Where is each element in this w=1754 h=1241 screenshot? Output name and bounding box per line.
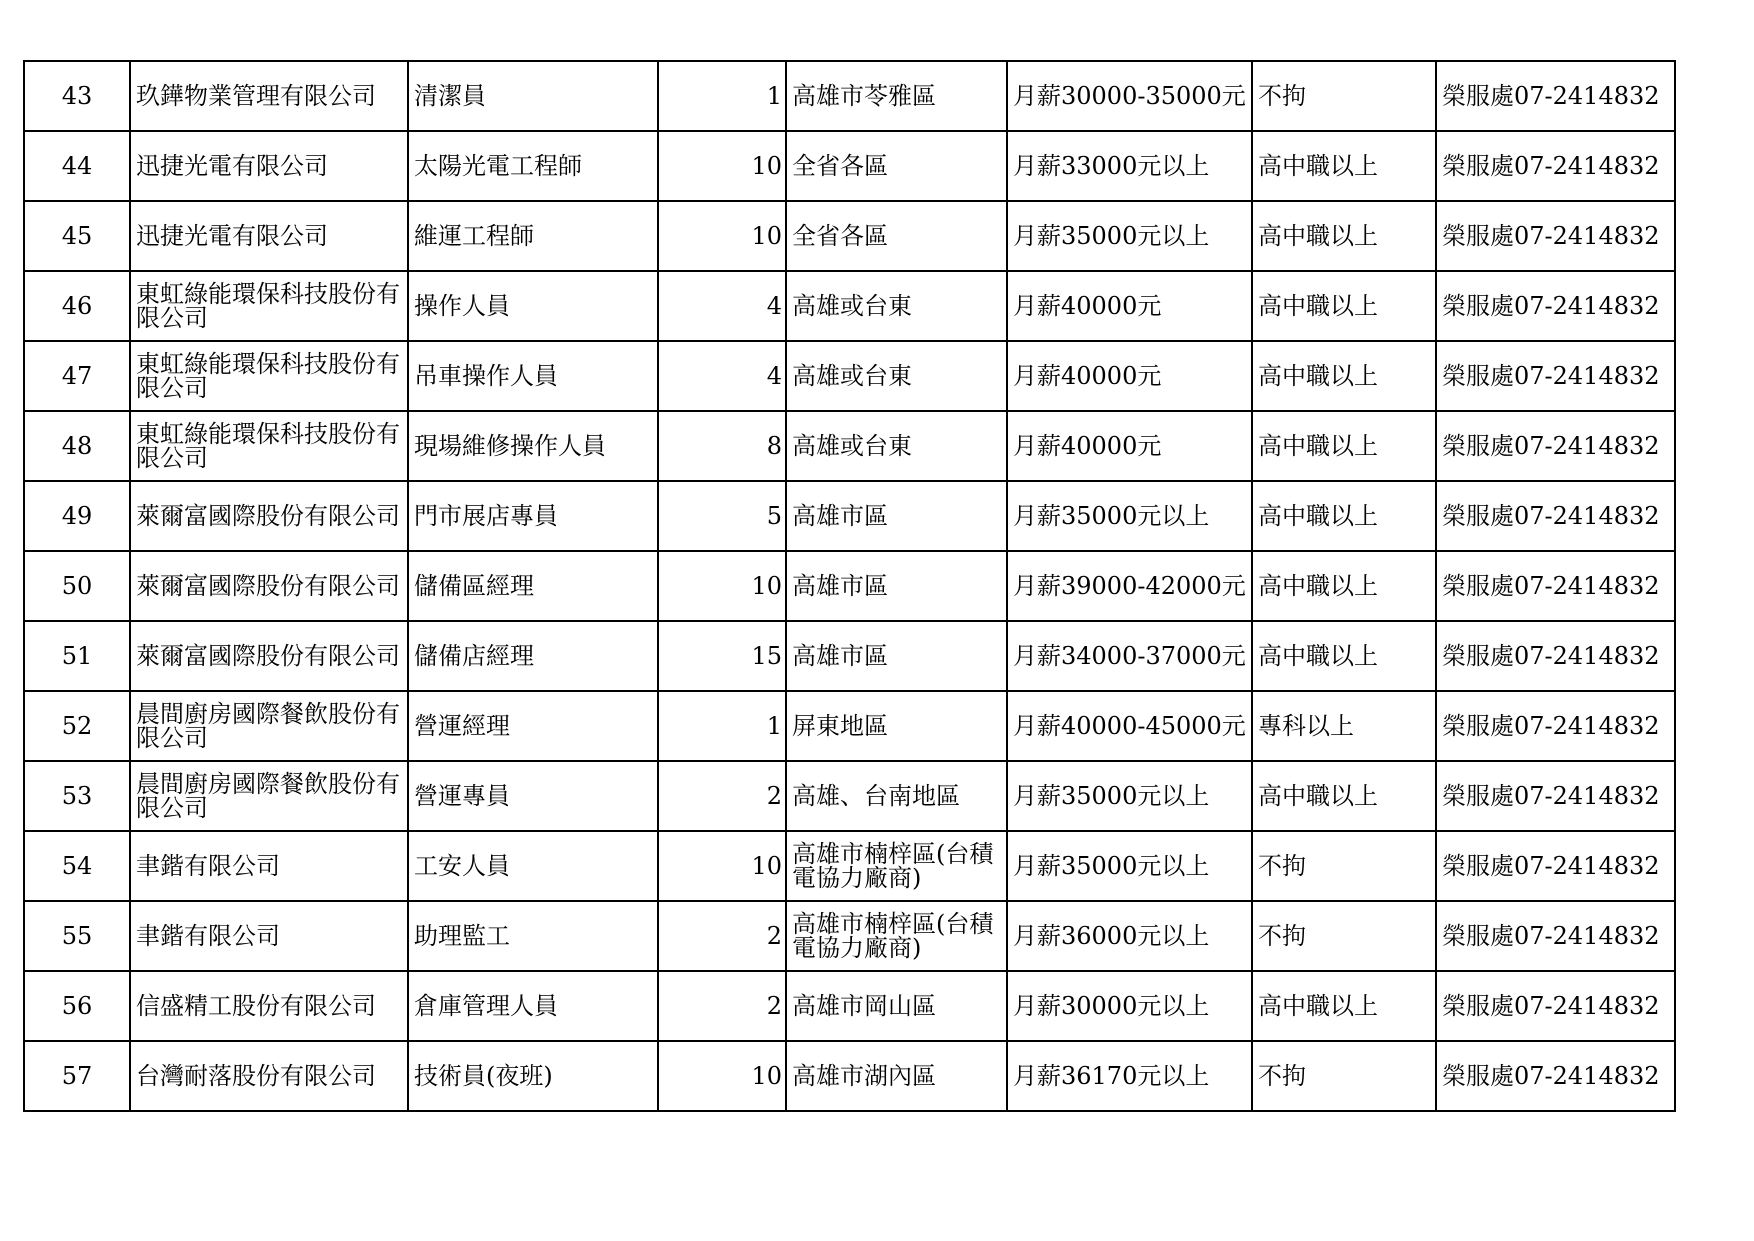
contact-info: 榮服處07-2414832 (1436, 201, 1675, 271)
table-row (24, 131, 1675, 201)
work-location: 高雄市湖內區 (786, 1041, 1007, 1111)
row-number: 53 (24, 761, 130, 831)
job-title: 倉庫管理人員 (408, 971, 658, 1041)
openings-count: 2 (658, 901, 786, 971)
table-row (24, 831, 1675, 901)
openings-count: 2 (658, 971, 786, 1041)
openings-count: 4 (658, 341, 786, 411)
salary: 月薪39000-42000元 (1007, 551, 1252, 621)
work-location: 屏東地區 (786, 691, 1007, 761)
job-title: 營運專員 (408, 761, 658, 831)
salary: 月薪36170元以上 (1007, 1041, 1252, 1111)
job-title: 太陽光電工程師 (408, 131, 658, 201)
contact-info: 榮服處07-2414832 (1436, 971, 1675, 1041)
table-row (24, 61, 1675, 131)
table-row (24, 201, 1675, 271)
company-name: 東虹綠能環保科技股份有限公司 (130, 341, 408, 411)
education-requirement: 高中職以上 (1252, 551, 1436, 621)
company-name: 玖鏵物業管理有限公司 (130, 61, 408, 131)
job-title: 清潔員 (408, 61, 658, 131)
education-requirement: 高中職以上 (1252, 201, 1436, 271)
job-title: 操作人員 (408, 271, 658, 341)
row-number: 49 (24, 481, 130, 551)
salary: 月薪35000元以上 (1007, 761, 1252, 831)
salary: 月薪34000-37000元 (1007, 621, 1252, 691)
salary: 月薪40000元 (1007, 411, 1252, 481)
contact-info: 榮服處07-2414832 (1436, 901, 1675, 971)
openings-count: 10 (658, 831, 786, 901)
table-row (24, 411, 1675, 481)
work-location: 高雄或台東 (786, 411, 1007, 481)
salary: 月薪40000元 (1007, 271, 1252, 341)
job-title: 吊車操作人員 (408, 341, 658, 411)
work-location: 高雄市楠梓區(台積電協力廠商) (786, 831, 1007, 901)
row-number: 57 (24, 1041, 130, 1111)
education-requirement: 不拘 (1252, 61, 1436, 131)
company-name: 東虹綠能環保科技股份有限公司 (130, 271, 408, 341)
row-number: 44 (24, 131, 130, 201)
education-requirement: 高中職以上 (1252, 971, 1436, 1041)
openings-count: 2 (658, 761, 786, 831)
openings-count: 10 (658, 131, 786, 201)
company-name: 聿鍇有限公司 (130, 901, 408, 971)
company-name: 聿鍇有限公司 (130, 831, 408, 901)
row-number: 55 (24, 901, 130, 971)
company-name: 東虹綠能環保科技股份有限公司 (130, 411, 408, 481)
row-number: 54 (24, 831, 130, 901)
job-title: 維運工程師 (408, 201, 658, 271)
table-row (24, 691, 1675, 761)
work-location: 高雄、台南地區 (786, 761, 1007, 831)
table-row (24, 551, 1675, 621)
contact-info: 榮服處07-2414832 (1436, 551, 1675, 621)
company-name: 萊爾富國際股份有限公司 (130, 481, 408, 551)
contact-info: 榮服處07-2414832 (1436, 61, 1675, 131)
contact-info: 榮服處07-2414832 (1436, 481, 1675, 551)
salary: 月薪36000元以上 (1007, 901, 1252, 971)
education-requirement: 高中職以上 (1252, 271, 1436, 341)
education-requirement: 不拘 (1252, 831, 1436, 901)
education-requirement: 高中職以上 (1252, 621, 1436, 691)
salary: 月薪35000元以上 (1007, 201, 1252, 271)
education-requirement: 高中職以上 (1252, 131, 1436, 201)
work-location: 高雄市楠梓區(台積電協力廠商) (786, 901, 1007, 971)
company-name: 萊爾富國際股份有限公司 (130, 621, 408, 691)
row-number: 45 (24, 201, 130, 271)
openings-count: 10 (658, 201, 786, 271)
row-number: 48 (24, 411, 130, 481)
job-listings-table (23, 60, 1676, 1112)
education-requirement: 不拘 (1252, 1041, 1436, 1111)
row-number: 47 (24, 341, 130, 411)
contact-info: 榮服處07-2414832 (1436, 131, 1675, 201)
salary: 月薪30000元以上 (1007, 971, 1252, 1041)
work-location: 高雄市區 (786, 551, 1007, 621)
job-title: 儲備店經理 (408, 621, 658, 691)
education-requirement: 不拘 (1252, 901, 1436, 971)
row-number: 50 (24, 551, 130, 621)
salary: 月薪30000-35000元 (1007, 61, 1252, 131)
work-location: 高雄市岡山區 (786, 971, 1007, 1041)
salary: 月薪33000元以上 (1007, 131, 1252, 201)
openings-count: 5 (658, 481, 786, 551)
salary: 月薪40000-45000元 (1007, 691, 1252, 761)
row-number: 43 (24, 61, 130, 131)
company-name: 晨間廚房國際餐飲股份有限公司 (130, 761, 408, 831)
row-number: 51 (24, 621, 130, 691)
row-number: 56 (24, 971, 130, 1041)
contact-info: 榮服處07-2414832 (1436, 761, 1675, 831)
education-requirement: 專科以上 (1252, 691, 1436, 761)
education-requirement: 高中職以上 (1252, 761, 1436, 831)
openings-count: 10 (658, 1041, 786, 1111)
contact-info: 榮服處07-2414832 (1436, 411, 1675, 481)
education-requirement: 高中職以上 (1252, 411, 1436, 481)
work-location: 全省各區 (786, 131, 1007, 201)
job-title: 助理監工 (408, 901, 658, 971)
work-location: 高雄市苓雅區 (786, 61, 1007, 131)
contact-info: 榮服處07-2414832 (1436, 1041, 1675, 1111)
work-location: 高雄或台東 (786, 341, 1007, 411)
salary: 月薪35000元以上 (1007, 831, 1252, 901)
row-number: 52 (24, 691, 130, 761)
table-row (24, 621, 1675, 691)
openings-count: 15 (658, 621, 786, 691)
job-title: 工安人員 (408, 831, 658, 901)
job-title: 門市展店專員 (408, 481, 658, 551)
company-name: 迅捷光電有限公司 (130, 131, 408, 201)
education-requirement: 高中職以上 (1252, 341, 1436, 411)
company-name: 迅捷光電有限公司 (130, 201, 408, 271)
contact-info: 榮服處07-2414832 (1436, 831, 1675, 901)
openings-count: 1 (658, 691, 786, 761)
job-title: 儲備區經理 (408, 551, 658, 621)
contact-info: 榮服處07-2414832 (1436, 691, 1675, 761)
table-row (24, 341, 1675, 411)
contact-info: 榮服處07-2414832 (1436, 341, 1675, 411)
job-title: 現場維修操作人員 (408, 411, 658, 481)
education-requirement: 高中職以上 (1252, 481, 1436, 551)
salary: 月薪35000元以上 (1007, 481, 1252, 551)
openings-count: 4 (658, 271, 786, 341)
table-row (24, 901, 1675, 971)
job-title: 技術員(夜班) (408, 1041, 658, 1111)
contact-info: 榮服處07-2414832 (1436, 271, 1675, 341)
company-name: 晨間廚房國際餐飲股份有限公司 (130, 691, 408, 761)
company-name: 台灣耐落股份有限公司 (130, 1041, 408, 1111)
table-row (24, 271, 1675, 341)
work-location: 高雄市區 (786, 481, 1007, 551)
table-row (24, 481, 1675, 551)
company-name: 信盛精工股份有限公司 (130, 971, 408, 1041)
work-location: 高雄市區 (786, 621, 1007, 691)
job-title: 營運經理 (408, 691, 658, 761)
company-name: 萊爾富國際股份有限公司 (130, 551, 408, 621)
table-row (24, 761, 1675, 831)
contact-info: 榮服處07-2414832 (1436, 621, 1675, 691)
openings-count: 10 (658, 551, 786, 621)
work-location: 全省各區 (786, 201, 1007, 271)
table-row (24, 971, 1675, 1041)
table-row (24, 1041, 1675, 1111)
salary: 月薪40000元 (1007, 341, 1252, 411)
work-location: 高雄或台東 (786, 271, 1007, 341)
row-number: 46 (24, 271, 130, 341)
openings-count: 1 (658, 61, 786, 131)
openings-count: 8 (658, 411, 786, 481)
